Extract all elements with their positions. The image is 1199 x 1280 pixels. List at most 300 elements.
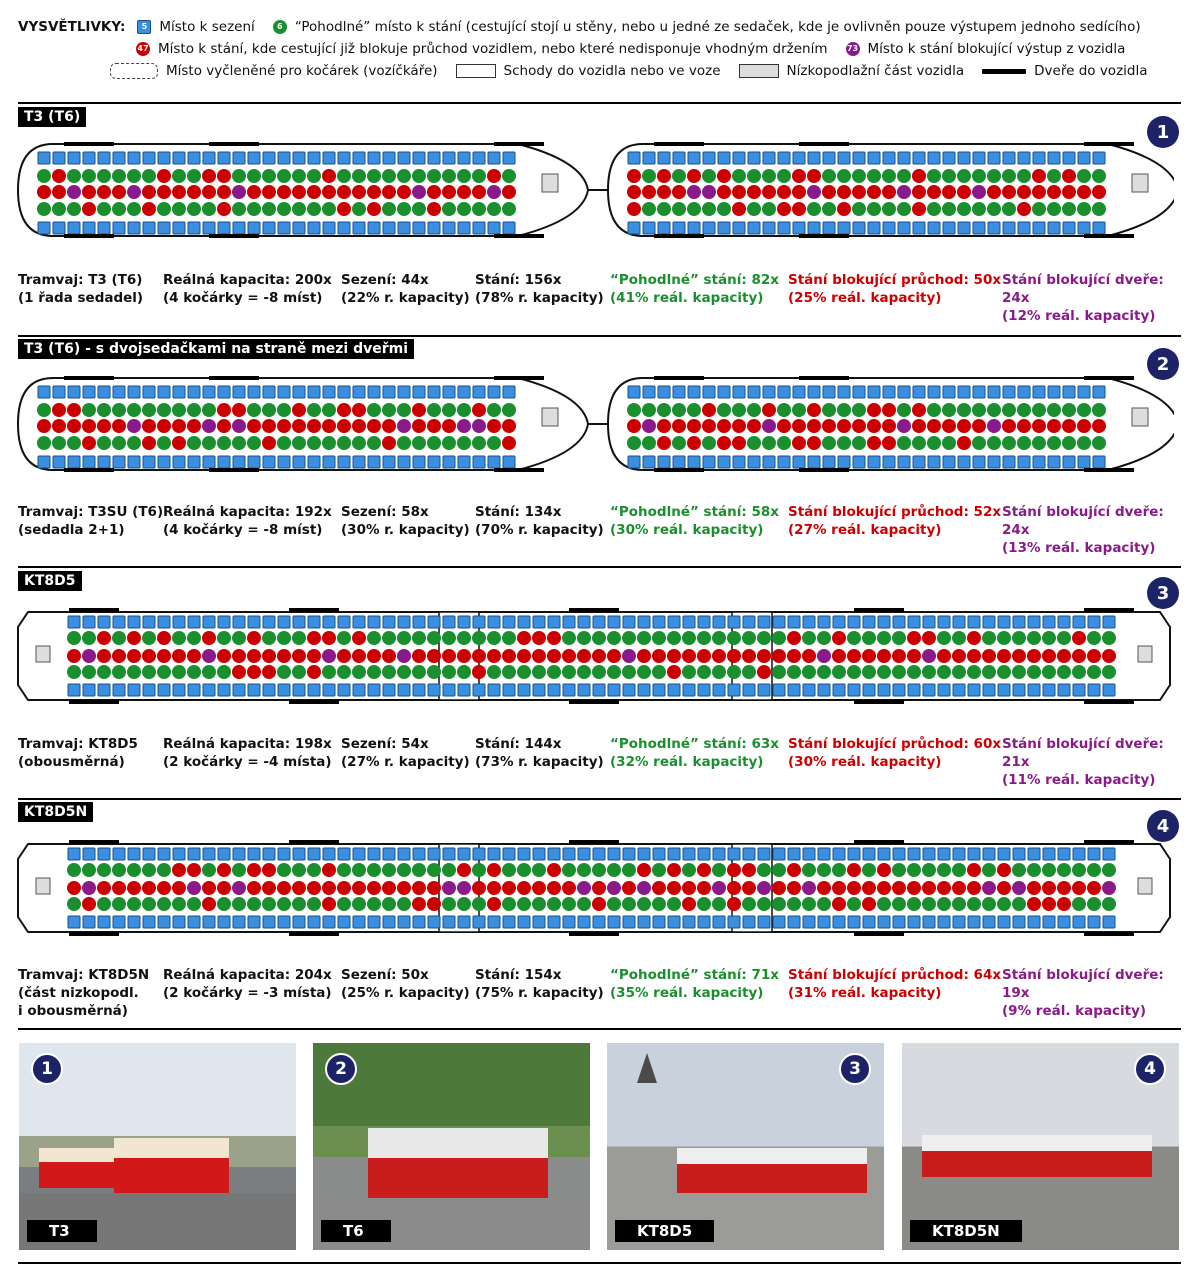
standing-spot xyxy=(502,897,516,911)
seat-icon xyxy=(718,456,730,468)
standing-spot xyxy=(777,169,791,183)
seat-icon xyxy=(413,152,425,164)
standing-spot xyxy=(1087,863,1101,877)
stat-standing: Stání: 156x (78% r. kapacity) xyxy=(475,272,604,306)
seat-icon xyxy=(443,684,455,696)
seat-icon xyxy=(623,684,635,696)
standing-spot xyxy=(592,863,606,877)
standing-spot xyxy=(277,897,291,911)
standing-spot xyxy=(202,631,216,645)
standing-spot xyxy=(972,202,986,216)
divider xyxy=(18,1028,1181,1030)
seat-icon xyxy=(428,152,440,164)
standing-spot xyxy=(232,863,246,877)
seat-icon xyxy=(443,848,455,860)
standing-spot xyxy=(97,649,111,663)
seat-icon xyxy=(173,386,185,398)
standing-spot xyxy=(1072,881,1086,895)
standing-spot xyxy=(577,665,591,679)
standing-spot xyxy=(202,169,216,183)
seat-icon xyxy=(953,684,965,696)
seat-icon xyxy=(263,616,275,628)
standing-spot xyxy=(942,419,956,433)
seat-icon xyxy=(98,456,110,468)
standing-spot xyxy=(937,881,951,895)
standing-spot xyxy=(1087,649,1101,663)
seat-icon xyxy=(883,456,895,468)
seat-icon xyxy=(668,616,680,628)
photo-label: T6 xyxy=(321,1220,391,1242)
seat-icon xyxy=(1018,386,1030,398)
standing-spot xyxy=(157,185,171,199)
standing-spot xyxy=(892,881,906,895)
seat-icon xyxy=(988,386,1000,398)
standing-spot xyxy=(897,202,911,216)
seat-icon xyxy=(1048,456,1060,468)
standing-spot xyxy=(717,436,731,450)
standing-spot xyxy=(112,419,126,433)
seat-icon xyxy=(983,616,995,628)
seat-icon xyxy=(593,916,605,928)
standing-spot xyxy=(802,897,816,911)
standing-spot xyxy=(547,665,561,679)
standing-spot xyxy=(82,897,96,911)
standing-spot xyxy=(442,185,456,199)
seat-icon xyxy=(473,222,485,234)
seat-icon xyxy=(188,916,200,928)
seat-icon xyxy=(883,222,895,234)
standing-spot xyxy=(247,436,261,450)
seat-icon xyxy=(458,684,470,696)
seat-icon xyxy=(763,152,775,164)
standing-spot xyxy=(487,897,501,911)
seat-icon xyxy=(188,684,200,696)
standing-spot xyxy=(682,897,696,911)
section-title: KT8D5 xyxy=(18,571,82,591)
standing-spot xyxy=(412,863,426,877)
standing-spot xyxy=(1047,436,1061,450)
standing-spot xyxy=(667,863,681,877)
standing-spot xyxy=(927,436,941,450)
seat-icon xyxy=(748,456,760,468)
standing-spot xyxy=(487,631,501,645)
standing-spot xyxy=(1087,631,1101,645)
seat-icon xyxy=(638,916,650,928)
standing-spot xyxy=(262,897,276,911)
seat-icon xyxy=(413,848,425,860)
standing-spot xyxy=(637,863,651,877)
seat-icon xyxy=(838,152,850,164)
seat-icon xyxy=(658,222,670,234)
standing-spot xyxy=(82,631,96,645)
seat-icon xyxy=(608,916,620,928)
standing-spot xyxy=(712,631,726,645)
seat-icon xyxy=(1093,456,1105,468)
standing-spot xyxy=(172,419,186,433)
section-title: T3 (T6) - s dvojsedačkami na straně mezi dveřmi xyxy=(18,339,414,359)
seat-icon xyxy=(188,848,200,860)
seat-icon xyxy=(503,152,515,164)
seat-icon xyxy=(113,152,125,164)
seat-icon xyxy=(563,616,575,628)
seat-icon xyxy=(488,222,500,234)
standing-spot xyxy=(912,169,926,183)
seat-icon xyxy=(923,848,935,860)
seat-icon xyxy=(413,222,425,234)
seat-icon xyxy=(158,616,170,628)
standing-spot xyxy=(682,649,696,663)
standing-spot xyxy=(1077,419,1091,433)
standing-spot xyxy=(457,631,471,645)
standing-spot xyxy=(1012,631,1026,645)
seat-icon xyxy=(443,456,455,468)
seat-icon xyxy=(293,222,305,234)
seat-icon xyxy=(868,456,880,468)
seat-icon xyxy=(293,386,305,398)
standing-spot xyxy=(862,881,876,895)
seat-icon xyxy=(1033,456,1045,468)
standing-spot xyxy=(702,436,716,450)
standing-spot xyxy=(472,403,486,417)
standing-spot xyxy=(217,185,231,199)
window-icon xyxy=(1138,878,1152,894)
standing-spot xyxy=(762,436,776,450)
legend-seat-label: Místo k sezení xyxy=(159,19,255,35)
standing-spot xyxy=(427,185,441,199)
seat-icon xyxy=(713,684,725,696)
door-mark xyxy=(654,376,704,380)
standing-spot xyxy=(717,403,731,417)
seat-icon xyxy=(1093,222,1105,234)
green-dot-icon: 6 xyxy=(273,20,287,34)
seat-icon xyxy=(278,848,290,860)
standing-spot xyxy=(1072,631,1086,645)
seat-icon xyxy=(623,916,635,928)
seat-icon xyxy=(623,616,635,628)
standing-spot xyxy=(747,169,761,183)
seat-icon xyxy=(203,456,215,468)
seat-icon xyxy=(1063,222,1075,234)
standing-spot xyxy=(912,436,926,450)
seat-icon xyxy=(778,222,790,234)
seat-icon xyxy=(458,848,470,860)
seat-icon xyxy=(713,848,725,860)
standing-spot xyxy=(187,185,201,199)
seat-icon xyxy=(398,386,410,398)
seat-icon xyxy=(1058,916,1070,928)
photo-t6 xyxy=(313,1043,590,1250)
standing-spot xyxy=(907,863,921,877)
standing-spot xyxy=(292,881,306,895)
standing-spot xyxy=(667,897,681,911)
door-mark xyxy=(494,142,544,146)
seat-icon xyxy=(913,386,925,398)
standing-spot xyxy=(847,649,861,663)
standing-spot xyxy=(802,631,816,645)
standing-spot xyxy=(442,649,456,663)
standing-spot xyxy=(627,185,641,199)
seat-icon xyxy=(263,386,275,398)
standing-spot xyxy=(472,631,486,645)
seat-icon xyxy=(398,684,410,696)
section-badge: 1 xyxy=(1147,116,1179,148)
door-mark xyxy=(799,234,849,238)
seat-icon xyxy=(853,152,865,164)
standing-spot xyxy=(607,863,621,877)
standing-spot xyxy=(337,665,351,679)
standing-spot xyxy=(172,863,186,877)
seat-icon xyxy=(878,916,890,928)
standing-spot xyxy=(547,863,561,877)
seat-icon xyxy=(958,456,970,468)
standing-spot xyxy=(867,419,881,433)
seat-icon xyxy=(143,916,155,928)
standing-spot xyxy=(1042,881,1056,895)
standing-spot xyxy=(747,185,761,199)
standing-spot xyxy=(1057,665,1071,679)
seat-icon xyxy=(98,386,110,398)
seat-icon xyxy=(188,222,200,234)
seat-icon xyxy=(968,616,980,628)
seat-icon xyxy=(833,916,845,928)
standing-spot xyxy=(262,863,276,877)
seat-icon xyxy=(98,616,110,628)
seat-icon xyxy=(773,916,785,928)
standing-spot xyxy=(807,419,821,433)
seat-icon xyxy=(443,152,455,164)
standing-spot xyxy=(457,897,471,911)
seat-icon xyxy=(113,386,125,398)
seat-icon xyxy=(928,222,940,234)
standing-spot xyxy=(442,897,456,911)
standing-spot xyxy=(427,436,441,450)
seat-icon xyxy=(323,152,335,164)
seat-icon xyxy=(868,222,880,234)
seat-icon xyxy=(643,152,655,164)
seat-icon xyxy=(638,616,650,628)
standing-spot xyxy=(427,631,441,645)
standing-spot xyxy=(367,403,381,417)
seat-icon xyxy=(1033,152,1045,164)
standing-spot xyxy=(52,169,66,183)
seat-icon xyxy=(188,386,200,398)
standing-spot xyxy=(52,436,66,450)
standing-spot xyxy=(202,403,216,417)
standing-spot xyxy=(187,881,201,895)
standing-spot xyxy=(1092,202,1106,216)
legend xyxy=(18,16,1188,82)
seat-icon xyxy=(218,456,230,468)
door-mark xyxy=(569,932,619,936)
seat-icon xyxy=(793,456,805,468)
standing-spot xyxy=(337,202,351,216)
legend-stairs-label: Schody do vozidla nebo ve voze xyxy=(503,63,721,79)
seat-icon xyxy=(218,152,230,164)
seat-icon xyxy=(913,222,925,234)
standing-spot xyxy=(592,897,606,911)
seat-icon xyxy=(893,916,905,928)
standing-spot xyxy=(97,863,111,877)
photo-label: KT8D5 xyxy=(615,1220,714,1242)
door-mark xyxy=(64,234,114,238)
standing-spot xyxy=(262,649,276,663)
seat-icon xyxy=(683,616,695,628)
standing-spot xyxy=(837,436,851,450)
standing-spot xyxy=(307,649,321,663)
section-badge: 3 xyxy=(1147,577,1179,609)
standing-spot xyxy=(967,881,981,895)
standing-spot xyxy=(742,649,756,663)
legend-lowfloor-label: Nízkopodlažní část vozidla xyxy=(786,63,965,79)
standing-spot xyxy=(652,665,666,679)
seat-icon xyxy=(488,916,500,928)
seat-icon xyxy=(308,152,320,164)
standing-spot xyxy=(1032,169,1046,183)
standing-spot xyxy=(232,631,246,645)
seat-icon xyxy=(128,684,140,696)
standing-spot xyxy=(682,631,696,645)
standing-spot xyxy=(607,665,621,679)
standing-spot xyxy=(822,202,836,216)
standing-spot xyxy=(142,202,156,216)
standing-spot xyxy=(487,419,501,433)
standing-spot xyxy=(822,185,836,199)
standing-spot xyxy=(652,863,666,877)
standing-spot xyxy=(1057,863,1071,877)
door-mark xyxy=(654,142,704,146)
standing-spot xyxy=(777,202,791,216)
section-title: T3 (T6) xyxy=(18,107,86,127)
standing-spot xyxy=(307,185,321,199)
stat-comfort: “Pohodlné” stání: 71x (35% reál. kapacity) xyxy=(610,967,779,1001)
stat-blocking: Stání blokující průchod: 64x (31% reál. kapacity) xyxy=(788,967,1002,1001)
standing-spot xyxy=(97,665,111,679)
seat-icon xyxy=(1043,616,1055,628)
seat-icon xyxy=(233,456,245,468)
standing-spot xyxy=(382,169,396,183)
seat-icon xyxy=(913,456,925,468)
standing-spot xyxy=(817,631,831,645)
standing-spot xyxy=(862,897,876,911)
standing-spot xyxy=(957,169,971,183)
seat-icon xyxy=(608,616,620,628)
standing-spot xyxy=(67,665,81,679)
stat-tram: Tramvaj: KT8D5N (část nizkopodl. i obousměrná) xyxy=(18,967,150,1019)
seat-icon xyxy=(763,386,775,398)
seat-icon xyxy=(878,684,890,696)
standing-spot xyxy=(667,649,681,663)
standing-spot xyxy=(292,436,306,450)
seat-icon xyxy=(293,456,305,468)
standing-spot xyxy=(112,665,126,679)
standing-spot xyxy=(247,419,261,433)
standing-spot xyxy=(307,436,321,450)
seat-icon xyxy=(808,222,820,234)
standing-spot xyxy=(427,897,441,911)
seat-icon xyxy=(323,684,335,696)
standing-spot xyxy=(832,897,846,911)
standing-spot xyxy=(337,169,351,183)
seat-icon xyxy=(248,848,260,860)
standing-spot xyxy=(142,169,156,183)
standing-spot xyxy=(847,665,861,679)
standing-spot xyxy=(187,649,201,663)
seat-icon xyxy=(928,386,940,398)
standing-spot xyxy=(52,202,66,216)
seat-icon xyxy=(1058,848,1070,860)
standing-spot xyxy=(637,897,651,911)
seat-icon xyxy=(143,152,155,164)
standing-spot xyxy=(82,881,96,895)
standing-spot xyxy=(667,881,681,895)
seat-icon xyxy=(518,848,530,860)
seat-icon xyxy=(748,222,760,234)
stat-tram: Tramvaj: T3 (T6) (1 řada sedadel) xyxy=(18,272,144,306)
stat-seating: Sezení: 54x (27% r. kapacity) xyxy=(341,736,470,770)
standing-spot xyxy=(232,649,246,663)
seat-icon xyxy=(833,684,845,696)
seat-icon xyxy=(38,386,50,398)
seat-icon xyxy=(503,456,515,468)
standing-spot xyxy=(247,185,261,199)
standing-spot xyxy=(97,631,111,645)
standing-spot xyxy=(787,881,801,895)
seat-icon xyxy=(943,456,955,468)
seat-icon xyxy=(943,152,955,164)
seat-icon xyxy=(383,456,395,468)
seat-icon xyxy=(923,684,935,696)
standing-spot xyxy=(322,169,336,183)
door-mark xyxy=(69,700,119,704)
seat-icon xyxy=(953,848,965,860)
seat-icon xyxy=(458,456,470,468)
standing-spot xyxy=(742,631,756,645)
standing-spot xyxy=(172,403,186,417)
standing-spot xyxy=(412,631,426,645)
seat-icon xyxy=(743,848,755,860)
standing-spot xyxy=(67,403,81,417)
seat-icon xyxy=(838,456,850,468)
standing-spot xyxy=(822,436,836,450)
standing-spot xyxy=(232,665,246,679)
standing-spot xyxy=(622,649,636,663)
standing-spot xyxy=(277,649,291,663)
standing-spot xyxy=(277,631,291,645)
seat-icon xyxy=(848,616,860,628)
standing-spot xyxy=(307,863,321,877)
standing-spot xyxy=(127,202,141,216)
seat-icon xyxy=(128,616,140,628)
standing-spot xyxy=(502,631,516,645)
standing-spot xyxy=(127,436,141,450)
standing-spot xyxy=(187,631,201,645)
stat-comfort: “Pohodlné” stání: 58x (30% reál. kapacity) xyxy=(610,504,779,538)
standing-spot xyxy=(667,665,681,679)
seat-icon xyxy=(323,222,335,234)
standing-spot xyxy=(897,169,911,183)
seat-icon xyxy=(698,684,710,696)
lowfloor-icon xyxy=(739,64,779,78)
standing-spot xyxy=(1062,202,1076,216)
standing-spot xyxy=(1077,202,1091,216)
standing-spot xyxy=(412,202,426,216)
standing-spot xyxy=(717,185,731,199)
seat-icon xyxy=(923,616,935,628)
standing-spot xyxy=(427,881,441,895)
seat-icon xyxy=(1058,684,1070,696)
standing-spot xyxy=(652,631,666,645)
seat-icon xyxy=(113,222,125,234)
